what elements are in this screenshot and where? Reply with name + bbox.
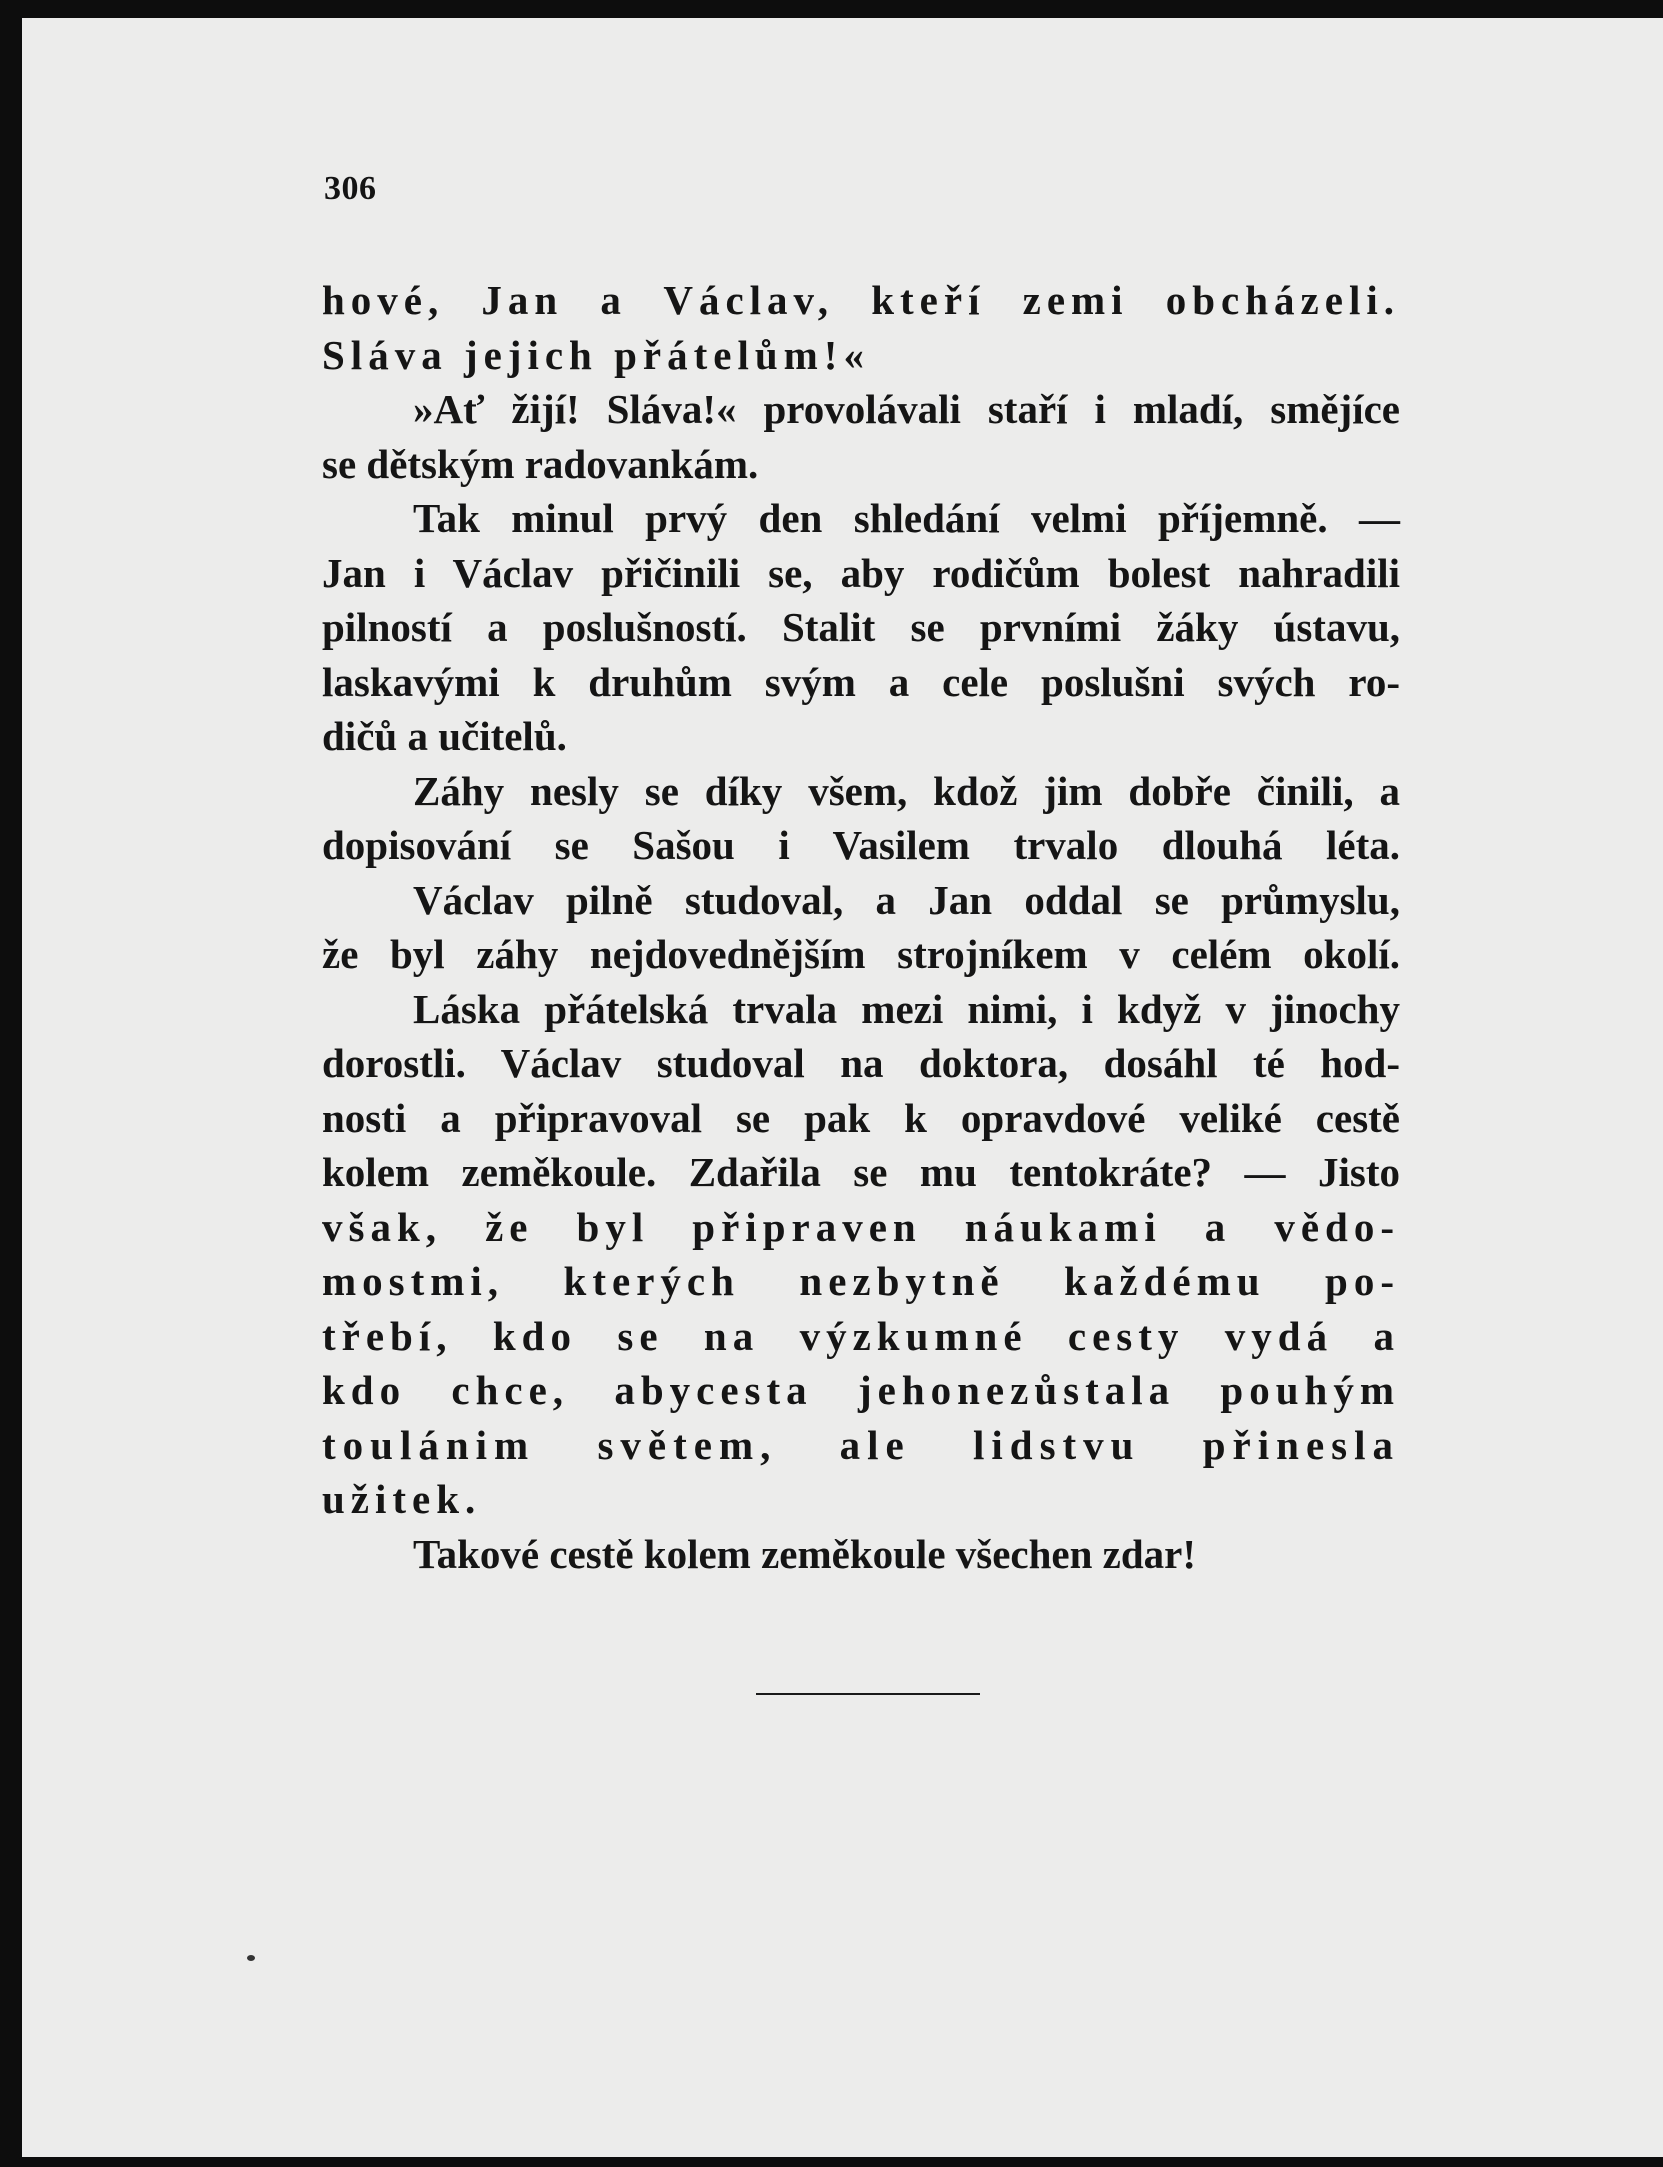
text-line: dopisování se Sašou i Vasilem trvalo dlouhá léta. (322, 822, 1400, 868)
text-line: mostmi, kterých nezbytně každému po- (322, 1258, 1400, 1304)
ink-speck (247, 1955, 255, 1961)
text-line: Sláva jejich přátelům!« (322, 331, 870, 378)
text-line: laskavými k druhům svým a cele poslušni svých ro- (322, 658, 1400, 705)
body-text (322, 273, 1400, 1581)
text-line: se dětským radovankám. (322, 440, 759, 487)
text-line: Václav pilně studoval, a Jan oddal se průmyslu, (413, 876, 1400, 923)
book-page (22, 18, 1663, 2157)
text-line: nosti a připravoval se pak k opravdové veliké cestě (322, 1094, 1400, 1141)
text-line: hové, Jan a Václav, kteří zemi obcházeli. (322, 277, 1400, 323)
text-line: že byl záhy nejdovednějším strojníkem v celém okolí. (322, 931, 1400, 977)
text-line: kolem zeměkoule. Zdařila se mu tentokráte? — Jisto (322, 1149, 1400, 1195)
page-number: 306 (324, 170, 377, 207)
text-line: dičů a učitelů. (322, 713, 567, 759)
text-line: kdo chce, abycesta jehonezůstala pouhým (322, 1367, 1400, 1413)
text-line: Takové cestě kolem zeměkoule všechen zdar! (413, 1530, 1197, 1577)
text-line: dorostli. Václav studoval na doktora, dosáhl té hod- (322, 1040, 1400, 1086)
text-line: pilností a poslušností. Stalit se prvními žáky ústavu, (322, 604, 1400, 650)
text-line: Tak minul prvý den shledání velmi příjemně. — (413, 495, 1400, 541)
text-line: užitek. (322, 1476, 482, 1522)
text-line: však, že byl připraven náukami a vědo- (322, 1203, 1400, 1250)
text-line: třebí, kdo se na výzkumné cesty vydá a (322, 1312, 1400, 1359)
text-line: Láska přátelská trvala mezi nimi, i když v jinochy (413, 985, 1400, 1032)
text-line: »Ať žijí! Sláva!« provolávali staří i mladí, smějíce (413, 386, 1400, 432)
text-line: Jan i Václav přičinili se, aby rodičům bolest nahradili (322, 549, 1400, 596)
text-line: Záhy nesly se díky všem, kdož jim dobře činili, a (413, 767, 1400, 814)
text-line: toulánim světem, ale lidstvu přinesla (322, 1421, 1400, 1468)
end-rule (756, 1693, 980, 1695)
